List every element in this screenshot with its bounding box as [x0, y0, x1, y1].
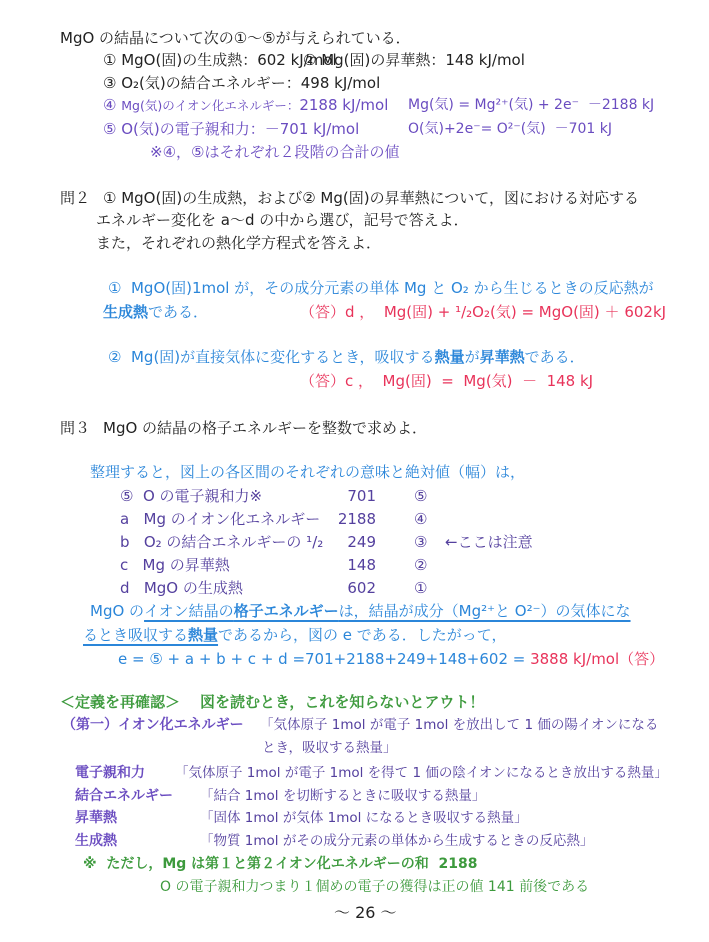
page-number: ～ 26 ～ — [334, 903, 397, 922]
answer-2-suffix: である． — [524, 348, 585, 366]
summary-row-value: 701 — [347, 487, 376, 505]
summary-row-value: 2188 — [337, 510, 376, 528]
given-item-2: ② Mg(固)の昇華熱：148 kJ/mol — [303, 51, 525, 69]
answer-1-result: （答）d ， Mg(固) + ¹/₂O₂(気) = MgO(固) ＋ 602kJ — [300, 303, 667, 321]
summary-row-ref: ③ — [414, 533, 428, 551]
summary-row-note: ←ここは注意 — [445, 533, 533, 551]
definitions-heading: ＜定義を再確認＞ — [60, 693, 181, 711]
given-item-5-value: －701 kJ/mol — [264, 120, 360, 138]
explanation-underlined: は，結晶が成分（Mg²⁺と O²⁻）の気体にな — [338, 602, 631, 620]
given-item-4-equation: Mg(気) = Mg²⁺(気) + 2e⁻ －2188 kJ — [408, 97, 655, 113]
summary-row-ref: ① — [414, 579, 428, 597]
given-item-3: ③ O₂(気)の結合エネルギー：498 kJ/mol — [103, 74, 381, 92]
definition-text: 「気体原子 1mol が電子 1mol を放出して 1 価の陽イオンになる — [260, 717, 659, 733]
given-item-4-label: Mg(気)のイオン化エネルギー： — [121, 98, 300, 113]
answer-2-explanation — [108, 346, 585, 368]
given-item-5 — [103, 118, 359, 140]
summary-row-label: a Mg のイオン化エネルギー — [120, 510, 321, 528]
summary-row-value: 148 — [347, 556, 376, 574]
summary-row-ref: ④ — [414, 510, 428, 528]
answer-2-mid: が — [464, 348, 480, 366]
given-item-4-value: 2188 kJ/mol — [299, 96, 389, 114]
question-2-line-3: また，それぞれの熱化学方程式を答えよ． — [96, 234, 382, 252]
definition-term: 電子親和力 — [75, 765, 145, 781]
summary-row-label: ⑤ O の電子親和力※ — [120, 487, 263, 505]
equation-terms: e = ⑤ + a + b + c + d =701+2188+249+148+602 = — [118, 650, 531, 668]
summary-row-label: b O₂ の結合エネルギーの ¹/₂ — [120, 533, 324, 551]
definition-term: 結合エネルギー — [75, 788, 173, 804]
given-item-5-label: ⑤ O(気)の電子親和力： — [103, 120, 265, 138]
lattice-energy-explanation-2 — [83, 624, 507, 646]
question-2-line-1: ① MgO(固)の生成熱，および② Mg(固)の昇華熱について，図における対応する — [103, 189, 639, 207]
definitions-note-2: O の電子親和力つまり１個めの電子の獲得は正の値 141 前後である — [160, 879, 590, 895]
definition-text: 「物質 1mol がその成分元素の単体から生成するときの反応熱」 — [200, 833, 594, 849]
lattice-energy-equation — [118, 648, 664, 670]
lattice-energy-explanation-1 — [90, 600, 631, 622]
definition-term: 生成熱 — [75, 833, 117, 849]
summary-row-label: c Mg の昇華熱 — [120, 556, 230, 574]
definitions-note-1: ※ ただし，Mg は第１と第２イオン化エネルギーの和 2188 — [83, 856, 478, 872]
summary-row-ref: ② — [414, 556, 428, 574]
definition-text: 「気体原子 1mol が電子 1mol を得て 1 価の陰イオンになるとき放出する熱量」 — [175, 765, 668, 781]
explanation-underlined: イオン結晶の — [144, 602, 234, 620]
given-note: ※④，⑤はそれぞれ２段階の合計の値 — [150, 143, 400, 161]
explanation-underlined-bold: 格子エネルギー — [233, 602, 339, 620]
answer-2-term-sublimation: 昇華熱 — [479, 348, 525, 366]
answer-1-explanation: ① MgO(固)1mol が，その成分元素の単体 Mg と O₂ から生じるときの反応熱が — [108, 279, 654, 297]
definition-term: （第一）イオン化エネルギー — [62, 717, 244, 733]
given-item-4 — [103, 94, 388, 117]
answer-1-conclusion — [103, 301, 208, 323]
answer-2-term-heat: 熱量 — [434, 348, 465, 366]
intro-line: MgO の結晶について次の①～⑤が与えられている． — [60, 29, 411, 47]
summary-row-label: d MgO の生成熱 — [120, 579, 243, 597]
explanation-underlined-bold: 熱量 — [188, 626, 219, 644]
given-item-4-number: ④ — [103, 96, 122, 114]
summary-row-value: 249 — [347, 533, 376, 551]
answer-2-result: （答）c ， Mg(固) = Mg(気) － 148 kJ — [300, 372, 594, 390]
summary-row-ref: ⑤ — [414, 487, 428, 505]
definition-term: 昇華熱 — [75, 810, 117, 826]
definitions-heading-note: 図を読むとき，これを知らないとアウト！ — [200, 693, 485, 711]
question-3-label: 問３ — [60, 419, 91, 437]
answer-1-suffix: である． — [148, 303, 209, 321]
given-item-1: ① MgO(固)の生成熱：602 kJ/mol — [103, 51, 337, 69]
definition-text: 「結合 1mol を切断するときに吸収する熱量」 — [200, 788, 486, 804]
equation-result: 3888 kJ/mol（答） — [530, 650, 665, 668]
definition-text: 「固体 1mol が気体 1mol になるとき吸収する熱量」 — [200, 810, 528, 826]
question-3-text: MgO の結晶の格子エネルギーを整数で求めよ． — [103, 419, 428, 437]
answer-1-term: 生成熱 — [103, 303, 149, 321]
question-2-label: 問２ — [60, 189, 91, 207]
explanation-underlined: るとき吸収する — [83, 626, 189, 644]
explanation-plain: であるから，図の e である．したがって， — [218, 626, 507, 644]
summary-row-value: 602 — [347, 579, 376, 597]
summary-intro: 整理すると，図上の各区間のそれぞれの意味と絶対値（幅）は， — [90, 463, 526, 481]
answer-2-prefix: ② Mg(固)が直接気体に変化するとき，吸収する — [108, 348, 435, 366]
given-item-5-equation: O(気)+2e⁻= O²⁻(気) －701 kJ — [408, 121, 613, 137]
explanation-plain: MgO の — [90, 602, 145, 620]
definition-text-continued: とき，吸収する熱量」 — [262, 740, 397, 756]
question-2-line-2: エネルギー変化を a～d の中から選び，記号で答えよ． — [96, 211, 469, 229]
